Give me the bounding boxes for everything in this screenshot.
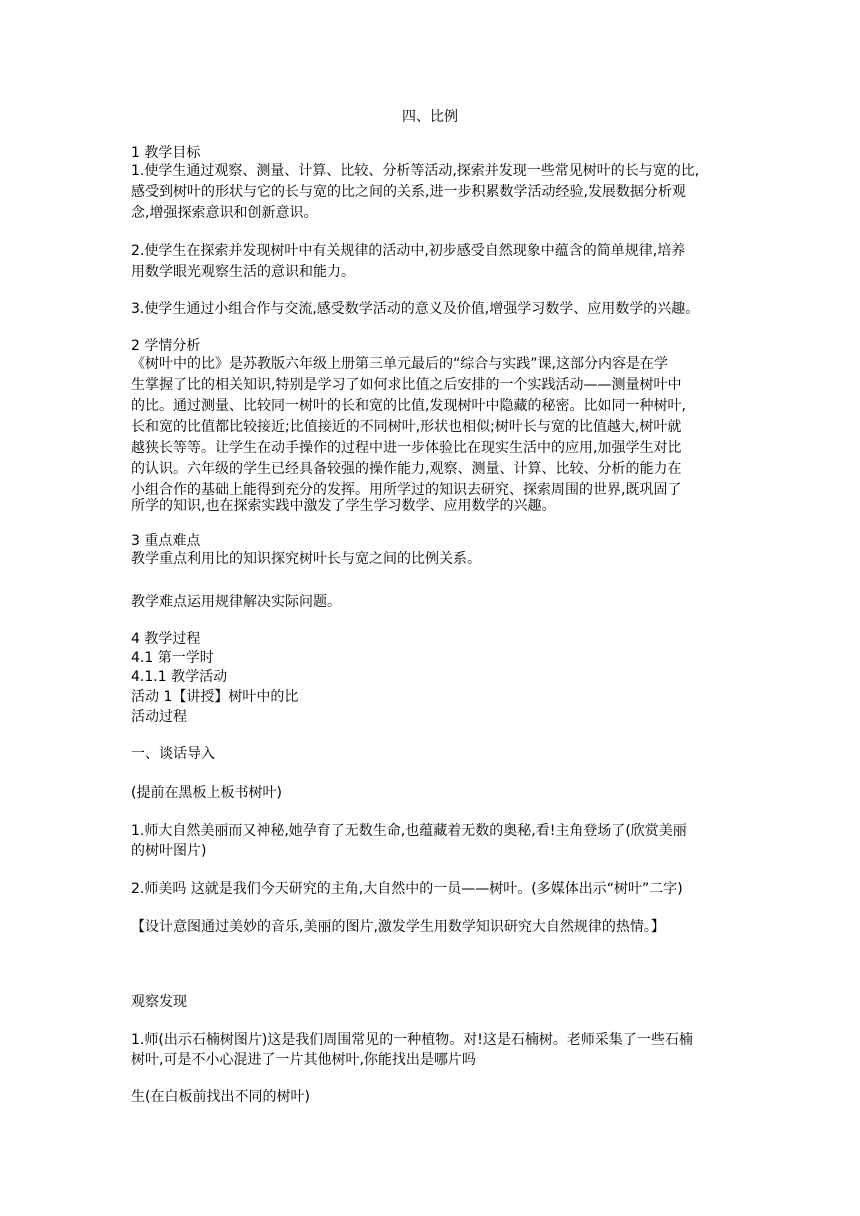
activity-process-label: 活动过程 xyxy=(131,709,187,725)
subheading-activities: 4.1.1 教学活动 xyxy=(131,669,228,685)
goal-2-line-2: 用数学眼光观察生活的意识和能力。 xyxy=(131,264,355,280)
analysis-line-4: 长和宽的比值都比较接近;比值接近的不同树叶,形状也相似;树叶长与宽的比值越大,树叶就 xyxy=(131,419,682,435)
section-heading-process: 4 教学过程 xyxy=(131,631,201,647)
goal-2-line-1: 2.使学生在探索并发现树叶中有关规律的活动中,初步感受自然现象中蕴含的简单规律,培养 xyxy=(131,243,686,259)
teacher-line-1a: 1.师大自然美丽而又神秘,她孕育了无数生命,也蕴藏着无数的奥秘,看!主角登场了(欣赏美丽 xyxy=(131,823,687,839)
analysis-line-6: 的认识。六年级的学生已经具备较强的操作能力,观察、测量、计算、比较、分析的能力在 xyxy=(131,461,682,477)
analysis-line-7: 小组合作的基础上能得到充分的发挥。用所学过的知识去研究、探索周围的世界,既巩固了 xyxy=(131,482,682,498)
teacher-line-1b: 的树叶图片) xyxy=(131,843,207,859)
analysis-line-1: 《树叶中的比》是苏教版六年级上册第三单元最后的“综合与实践”课,这部分内容是在学 xyxy=(131,356,668,372)
section-heading-analysis: 2 学情分析 xyxy=(131,338,201,354)
analysis-line-5: 越狭长等等。让学生在动手操作的过程中进一步体验比在现实生活中的应用,加强学生对比 xyxy=(131,440,682,456)
analysis-line-8: 所学的知识,也在探索实践中激发了学生学习数学、应用数学的兴趣。 xyxy=(131,498,556,514)
key-point-text: 教学重点利用比的知识探究树叶长与宽之间的比例关系。 xyxy=(131,551,481,567)
goal-1-line-3: 念,增强探索意识和创新意识。 xyxy=(131,205,318,221)
blackboard-note: (提前在黑板上板书树叶) xyxy=(131,785,282,801)
goal-3-line-1: 3.使学生通过小组合作与交流,感受数学活动的意义及价值,增强学习数学、应用数学的兴趣。 xyxy=(131,301,700,317)
intro-heading: 一、谈话导入 xyxy=(131,746,215,762)
subheading-period: 4.1 第一学时 xyxy=(131,650,214,666)
analysis-line-2: 生掌握了比的相关知识,特别是学习了如何求比值之后安排的一个实践活动——测量树叶中 xyxy=(131,377,682,393)
analysis-line-3: 的比。通过测量、比较同一树叶的长和宽的比值,发现树叶中隐藏的秘密。比如同一种树叶, xyxy=(131,398,686,414)
design-intent: 【设计意图通过美妙的音乐,美丽的图片,激发学生用数学知识研究大自然规律的热情。】 xyxy=(131,919,665,935)
student-action: 生(在白板前找出不同的树叶) xyxy=(131,1089,310,1105)
goal-1-line-2: 感受到树叶的形状与它的长与宽的比之间的关系,进一步积累数学活动经验,发展数据分析观 xyxy=(131,184,686,200)
difficult-point-text: 教学难点运用规律解决实际问题。 xyxy=(131,594,341,610)
section-heading-goals: 1 教学目标 xyxy=(131,145,201,161)
section-heading-key-points: 3 重点难点 xyxy=(131,533,201,549)
page-title: 四、比例 xyxy=(402,109,458,125)
teacher-line-2: 2.师美吗 这就是我们今天研究的主角,大自然中的一员——树叶。(多媒体出示“树叶”二字) xyxy=(131,881,683,897)
goal-1-line-1: 1.使学生通过观察、测量、计算、比较、分析等活动,探索并发现一些常见树叶的长与宽的比, xyxy=(131,163,700,179)
activity-title: 活动 1【讲授】树叶中的比 xyxy=(131,689,299,705)
observe-heading: 观察发现 xyxy=(131,994,187,1010)
observe-line-1b: 树叶,可是不小心混进了一片其他树叶,你能找出是哪片吗 xyxy=(131,1052,476,1068)
observe-line-1a: 1.师(出示石楠树图片)这是我们周围常见的一种植物。对!这是石楠树。老师采集了一些石楠 xyxy=(131,1032,693,1048)
